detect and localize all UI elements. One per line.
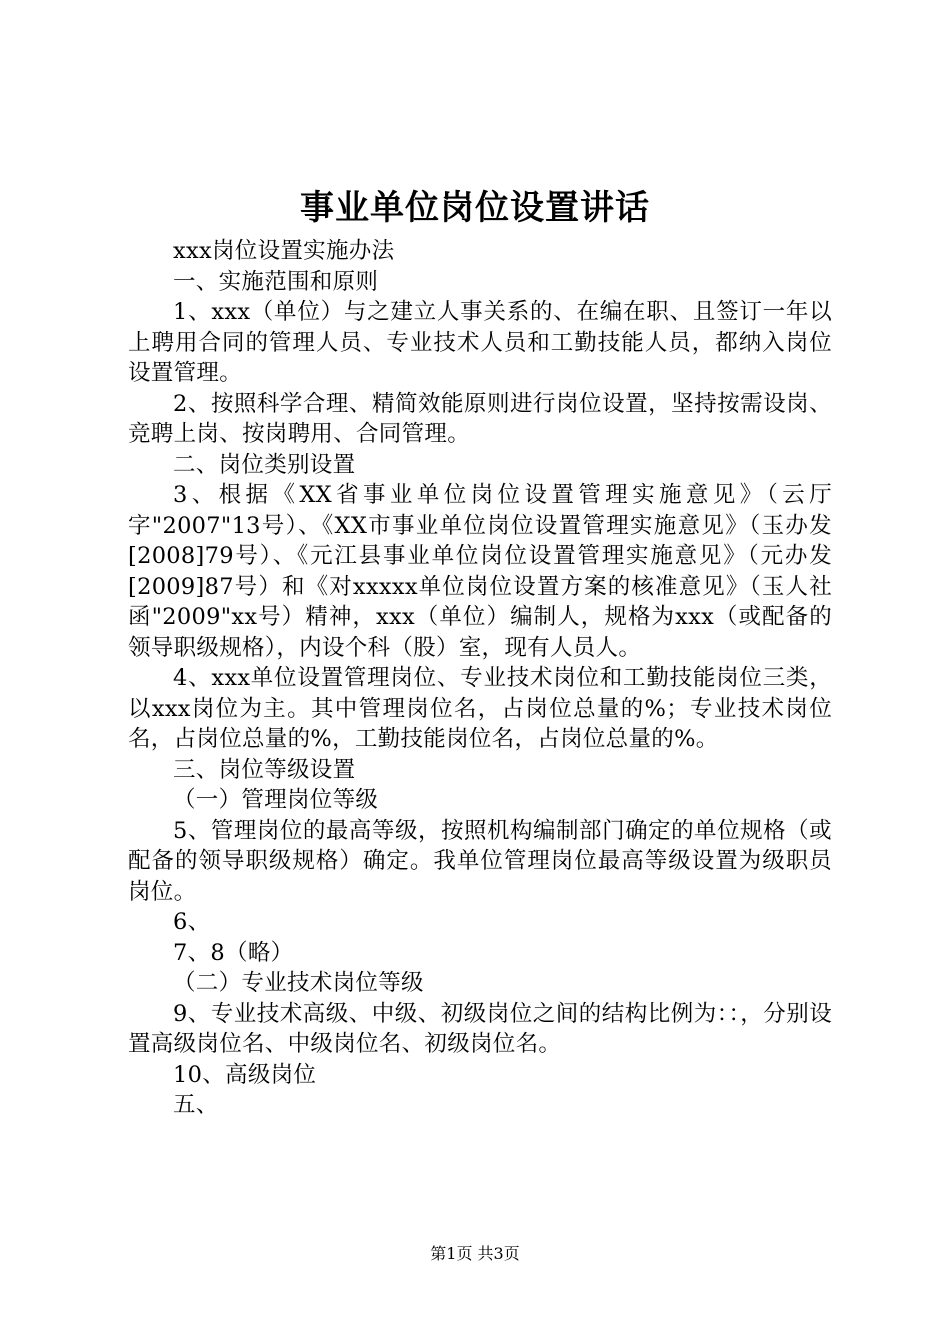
subsection-heading: （二）专业技术岗位等级 (173, 970, 424, 996)
paragraph: 6、 (173, 909, 211, 935)
paragraph: 4、xxx单位设置管理岗位、专业技术岗位和工勤技能岗位三类，以xxx岗位为主。其中管理岗位名，占岗位总量的%；专业技术岗位名，占岗位总量的%，工勤技能岗位名，占岗位总量的%。 (128, 665, 832, 752)
document-title: 事业单位岗位设置讲话 (300, 188, 650, 228)
paragraph: 3、根据《XX省事业单位岗位设置管理实施意见》（云厅字"2007"13号）、《XX市事业单位岗位设置管理实施意见》（玉办发[2008]79号）、《元江县事业单位岗位设置管理实施意见》（元办发[2009]87号）和《对xxxxx单位岗位设置方案的核准意见》（玉人社函"2009"xx号）精神，xxx（单位）编制人，规格为xxx（或配备的领导职级规格），内设个科（股）室，现有人员人。 (128, 482, 832, 661)
page-footer: 第1页 共3页 (430, 1244, 520, 1263)
paragraph: 9、专业技术高级、中级、初级岗位之间的结构比例为：：，分别设置高级岗位名、中级岗位名、初级岗位名。 (128, 1000, 832, 1057)
subsection-heading: （一）管理岗位等级 (173, 787, 379, 813)
document-body (128, 236, 832, 1121)
paragraph: 5、管理岗位的最高等级，按照机构编制部门确定的单位规格（或配备的领导职级规格）确定。我单位管理岗位最高等级设置为级职员岗位。 (128, 817, 832, 905)
paragraph: 2、按照科学合理、精简效能原则进行岗位设置，坚持按需设岗、竞聘上岗、按岗聘用、合同管理。 (128, 390, 832, 447)
paragraph: 7、8（略） (173, 939, 294, 966)
section-heading: 三、岗位等级设置 (173, 756, 356, 783)
section-heading: 五、 (173, 1092, 219, 1118)
paragraph: xxx岗位设置实施办法 (173, 238, 395, 264)
section-heading: 一、实施范围和原则 (173, 268, 379, 295)
paragraph: 1、xxx（单位）与之建立人事关系的、在编在职、且签订一年以上聘用合同的管理人员、专业技术人员和工勤技能人员，都纳入岗位设置管理。 (128, 299, 832, 386)
paragraph: 10、高级岗位 (173, 1061, 317, 1088)
section-heading: 二、岗位类别设置 (173, 451, 356, 478)
